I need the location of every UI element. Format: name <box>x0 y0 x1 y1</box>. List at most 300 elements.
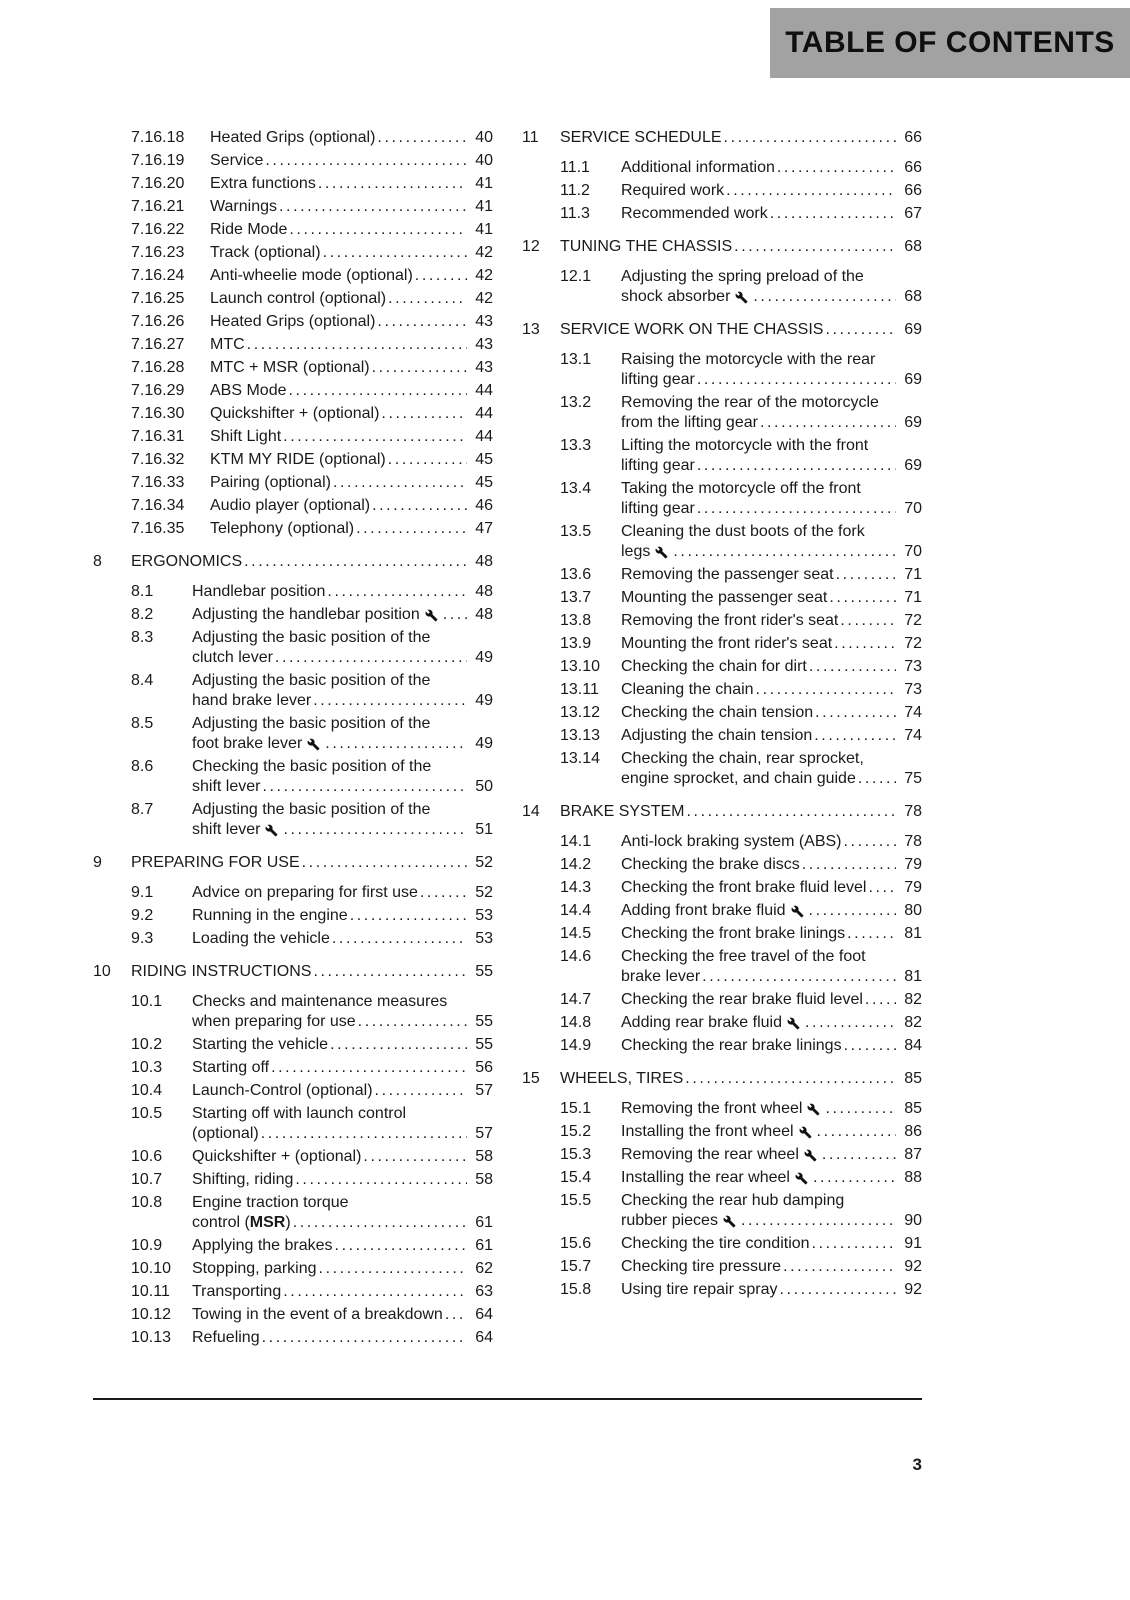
dot-leader <box>781 1257 896 1277</box>
toc-entry[interactable] <box>93 128 493 148</box>
dot-leader <box>321 243 467 263</box>
toc-entry[interactable] <box>522 1122 922 1142</box>
entry-number: 12.1 <box>560 268 592 285</box>
entry-number: 10.9 <box>131 1237 163 1254</box>
entry-body <box>192 671 493 711</box>
entry-number: 15.2 <box>560 1123 592 1140</box>
entry-line <box>621 456 922 476</box>
entry-number: 10.10 <box>131 1260 172 1277</box>
entry-body <box>210 174 493 194</box>
entry-number: 14.7 <box>560 991 592 1008</box>
toc-entry[interactable] <box>93 1193 493 1233</box>
entry-page-number: 55 <box>475 1036 493 1053</box>
dot-leader <box>671 542 896 562</box>
dot-leader <box>441 605 467 625</box>
entry-body <box>621 1122 922 1142</box>
wrench-icon <box>799 1126 812 1139</box>
entry-title: Starting off <box>192 1059 270 1076</box>
entry-page-number: 67 <box>904 205 922 222</box>
entry-body <box>621 832 922 852</box>
dot-leader <box>291 1213 467 1233</box>
toc-entry[interactable] <box>93 1081 493 1101</box>
toc-entry[interactable] <box>93 496 493 516</box>
entry-body <box>210 220 493 240</box>
toc-entry[interactable] <box>93 243 493 263</box>
entry-body <box>621 990 922 1010</box>
chapter-page-number: 78 <box>904 803 922 820</box>
entry-line <box>621 1168 922 1188</box>
chapter-title: ERGONOMICS <box>131 553 243 570</box>
entry-number: 7.16.18 <box>131 129 185 146</box>
dot-leader <box>683 1069 896 1089</box>
entry-page-number: 42 <box>475 290 493 307</box>
entry-body <box>621 1257 922 1277</box>
toc-entry[interactable] <box>93 906 493 926</box>
entry-number: 7.16.35 <box>131 520 185 537</box>
toc-chapter-row[interactable] <box>93 962 493 982</box>
toc-entry[interactable] <box>522 611 922 631</box>
toc-entry[interactable] <box>93 151 493 171</box>
entry-line <box>621 901 922 921</box>
entry-line <box>621 1191 922 1211</box>
entry-line <box>210 519 493 539</box>
entry-line <box>192 1259 493 1279</box>
dot-leader <box>724 181 896 201</box>
toc-entry[interactable] <box>522 749 922 789</box>
entry-line <box>192 628 493 648</box>
entry-body <box>621 726 922 746</box>
dot-leader <box>863 990 896 1010</box>
entry-line <box>192 691 493 711</box>
entry-title: Launch control (optional) <box>210 290 387 307</box>
toc-entry[interactable] <box>93 1305 493 1325</box>
toc-entry[interactable] <box>93 1147 493 1167</box>
dot-leader <box>418 883 467 903</box>
toc-entry[interactable] <box>93 197 493 217</box>
entry-body <box>210 151 493 171</box>
toc-chapter-row[interactable] <box>522 1069 922 1089</box>
entry-title: Anti-lock braking system (ABS) <box>621 833 842 850</box>
entry-line <box>621 1234 922 1254</box>
entry-line <box>621 522 922 542</box>
entry-number: 11.2 <box>560 182 590 199</box>
chapter-title: TUNING THE CHASSIS <box>560 238 733 255</box>
entry-number: 9.2 <box>131 907 154 924</box>
entry-body <box>621 703 922 723</box>
entry-body <box>621 393 922 433</box>
entry-number: 7.16.32 <box>131 451 185 468</box>
dot-leader <box>807 901 896 921</box>
toc-entry[interactable] <box>522 565 922 585</box>
entry-title: when preparing for use <box>192 1013 356 1030</box>
dot-leader <box>281 1282 467 1302</box>
toc-entry[interactable] <box>522 924 922 944</box>
entry-line <box>210 243 493 263</box>
entry-title: Running in the engine <box>192 907 348 924</box>
toc-entry[interactable] <box>93 450 493 470</box>
entry-title: Lifting the motorcycle with the front <box>621 437 869 454</box>
toc-entry[interactable] <box>93 381 493 401</box>
entry-page-number: 69 <box>904 457 922 474</box>
footer-rule <box>93 1398 922 1400</box>
entry-body <box>621 947 922 987</box>
entry-title: Installing the front wheel <box>621 1123 794 1140</box>
entry-number: 9.1 <box>131 884 154 901</box>
toc-entry[interactable] <box>522 1013 922 1033</box>
dot-leader <box>259 1124 467 1144</box>
entry-body <box>210 312 493 332</box>
dot-leader <box>838 611 896 631</box>
entry-title: Adjusting the basic position of the <box>192 715 431 732</box>
toc-entry[interactable] <box>93 883 493 903</box>
entry-body <box>210 128 493 148</box>
wrench-icon <box>804 1149 817 1162</box>
entry-body <box>621 680 922 700</box>
dot-leader <box>260 1328 467 1348</box>
toc-entry[interactable] <box>522 1191 922 1231</box>
toc-entry[interactable] <box>522 267 922 307</box>
dot-leader <box>684 802 896 822</box>
entry-page-number: 82 <box>904 1014 922 1031</box>
dot-leader <box>361 1147 467 1167</box>
toc-entry[interactable] <box>93 757 493 797</box>
dot-leader <box>775 158 896 178</box>
toc-entry[interactable] <box>93 1104 493 1144</box>
entry-title: Shifting, riding <box>192 1171 294 1188</box>
entry-line <box>192 992 493 1012</box>
entry-number: 15.3 <box>560 1146 592 1163</box>
toc-entry[interactable] <box>522 181 922 201</box>
entry-body <box>621 634 922 654</box>
entry-body <box>210 197 493 217</box>
toc-chapter-row[interactable] <box>522 237 922 257</box>
entry-body <box>621 924 922 944</box>
toc-entry[interactable] <box>522 522 922 562</box>
toc-chapter-row[interactable] <box>522 128 922 148</box>
entry-title: Checking the tire condition <box>621 1235 810 1252</box>
entry-page-number: 42 <box>475 267 493 284</box>
toc-entry[interactable] <box>522 1145 922 1165</box>
toc-entry[interactable] <box>522 990 922 1010</box>
entry-line <box>210 289 493 309</box>
entry-body <box>192 883 493 903</box>
entry-number: 13.2 <box>560 394 592 411</box>
entry-number: 7.16.19 <box>131 152 185 169</box>
entry-page-number: 74 <box>904 727 922 744</box>
entry-page-number: 73 <box>904 681 922 698</box>
entry-page-number: 47 <box>475 520 493 537</box>
entry-body <box>192 992 493 1032</box>
dot-leader <box>778 1280 897 1300</box>
entry-title: Checks and maintenance measures <box>192 993 448 1010</box>
toc-section <box>93 962 493 1348</box>
entry-line <box>621 479 922 499</box>
toc-entry[interactable] <box>93 582 493 602</box>
toc-entry[interactable] <box>93 473 493 493</box>
dot-leader <box>328 1035 467 1055</box>
chapter-page-number: 52 <box>475 854 493 871</box>
toc-entry[interactable] <box>93 671 493 711</box>
entry-line <box>621 204 922 224</box>
toc-section <box>93 552 493 840</box>
entry-number: 9.3 <box>131 930 154 947</box>
entry-body <box>621 1036 922 1056</box>
toc-entry[interactable] <box>93 1058 493 1078</box>
toc-entry[interactable] <box>93 1259 493 1279</box>
dot-leader <box>281 820 467 840</box>
dot-leader <box>813 703 896 723</box>
toc-entry[interactable] <box>93 289 493 309</box>
toc-entry[interactable] <box>522 1234 922 1254</box>
entry-page-number: 90 <box>904 1212 922 1229</box>
toc-entry[interactable] <box>93 335 493 355</box>
entry-page-number: 53 <box>475 907 493 924</box>
toc-entry[interactable] <box>93 1035 493 1055</box>
toc-entry[interactable] <box>522 1257 922 1277</box>
entry-title: Handlebar position <box>192 583 326 600</box>
entry-body <box>192 906 493 926</box>
entry-body <box>192 757 493 797</box>
toc-entry[interactable] <box>522 350 922 390</box>
entry-page-number: 52 <box>475 884 493 901</box>
entry-title: Stopping, parking <box>192 1260 317 1277</box>
wrench-icon <box>655 546 668 559</box>
dot-leader <box>277 197 467 217</box>
entry-page-number: 44 <box>475 405 493 422</box>
dot-leader <box>281 427 467 447</box>
toc-entry[interactable] <box>522 947 922 987</box>
entry-page-number: 66 <box>904 159 922 176</box>
toc-entry[interactable] <box>522 1168 922 1188</box>
entry-page-number: 50 <box>475 778 493 795</box>
entry-number: 7.16.20 <box>131 175 185 192</box>
entry-body <box>192 1328 493 1348</box>
dot-leader <box>842 1036 896 1056</box>
entry-line <box>621 287 922 307</box>
entry-body <box>192 1170 493 1190</box>
entry-body <box>621 267 922 307</box>
toc-entry[interactable] <box>93 1236 493 1256</box>
dot-leader <box>751 287 896 307</box>
chapter-title: PREPARING FOR USE <box>131 854 300 871</box>
entry-line <box>621 158 922 178</box>
entry-line <box>621 1036 922 1056</box>
entry-line <box>621 1013 922 1033</box>
entry-number: 10.12 <box>131 1306 172 1323</box>
entry-number: 8.2 <box>131 606 154 623</box>
entry-body <box>210 473 493 493</box>
toc-entry[interactable] <box>93 929 493 949</box>
entry-line <box>192 648 493 668</box>
toc-entry[interactable] <box>522 1036 922 1056</box>
toc-entry[interactable] <box>522 703 922 723</box>
entry-title: (optional) <box>192 1125 259 1142</box>
entry-title: Warnings <box>210 198 277 215</box>
entry-line <box>210 197 493 217</box>
entry-body <box>210 266 493 286</box>
entry-line <box>621 370 922 390</box>
entry-page-number: 79 <box>904 879 922 896</box>
toc-entry[interactable] <box>522 588 922 608</box>
entry-title: Removing the rear of the motorcycle <box>621 394 879 411</box>
entry-title: Adding front brake fluid <box>621 902 786 919</box>
entry-line <box>192 582 493 602</box>
toc-entry[interactable] <box>522 479 922 519</box>
toc-entry[interactable] <box>522 436 922 476</box>
entry-title: foot brake lever <box>192 735 303 752</box>
entry-line <box>192 1012 493 1032</box>
toc-entry[interactable] <box>522 680 922 700</box>
dot-leader <box>866 878 896 898</box>
entry-title: Checking the rear brake fluid level <box>621 991 863 1008</box>
toc-entry[interactable] <box>522 158 922 178</box>
entry-title: lifting gear <box>621 500 695 517</box>
entry-page-number: 61 <box>475 1214 493 1231</box>
toc-entry[interactable] <box>93 266 493 286</box>
toc-entry[interactable] <box>522 634 922 654</box>
toc-chapter-row[interactable] <box>522 802 922 822</box>
dot-leader <box>856 769 896 789</box>
dot-leader <box>845 924 896 944</box>
entry-title: Adjusting the basic position of the <box>192 629 431 646</box>
entry-line <box>621 1099 922 1119</box>
entry-number: 15.1 <box>560 1100 592 1117</box>
toc-entry[interactable] <box>93 800 493 840</box>
toc-entry[interactable] <box>93 605 493 625</box>
entry-page-number: 42 <box>475 244 493 261</box>
entry-body <box>210 450 493 470</box>
entry-title: brake lever <box>621 968 701 985</box>
entry-page-number: 55 <box>475 1013 493 1030</box>
entry-body <box>210 358 493 378</box>
entry-page-number: 64 <box>475 1329 493 1346</box>
toc-entry[interactable] <box>93 628 493 668</box>
entry-number: 13.8 <box>560 612 592 629</box>
dot-leader <box>695 370 896 390</box>
entry-number: 14.8 <box>560 1014 592 1031</box>
dot-leader <box>333 1236 467 1256</box>
dot-leader <box>722 128 896 148</box>
toc-chapter-row[interactable] <box>93 552 493 572</box>
entry-number: 13.4 <box>560 480 592 497</box>
toc-entry[interactable] <box>93 992 493 1032</box>
dot-leader <box>260 777 467 797</box>
entry-page-number: 71 <box>904 589 922 606</box>
toc-entry[interactable] <box>522 726 922 746</box>
entry-title: Adjusting the chain tension <box>621 727 813 744</box>
toc-entry[interactable] <box>93 358 493 378</box>
entry-title: Refueling <box>192 1329 260 1346</box>
entry-number: 14.1 <box>560 833 592 850</box>
dot-leader <box>810 1234 896 1254</box>
entry-page-number: 75 <box>904 770 922 787</box>
entry-page-number: 45 <box>475 474 493 491</box>
toc-entry[interactable] <box>93 519 493 539</box>
entry-body <box>192 1282 493 1302</box>
entry-title: Service <box>210 152 264 169</box>
toc-entry[interactable] <box>93 1282 493 1302</box>
toc-chapter-row[interactable] <box>93 853 493 873</box>
toc-entry[interactable] <box>522 657 922 677</box>
entry-line <box>621 832 922 852</box>
dot-leader <box>273 648 467 668</box>
toc-entry[interactable] <box>93 312 493 332</box>
toc-entry[interactable] <box>522 204 922 224</box>
entry-line <box>210 335 493 355</box>
entry-page-number: 81 <box>904 925 922 942</box>
toc-section <box>522 128 922 224</box>
entry-body <box>210 243 493 263</box>
entry-title: Using tire repair spray <box>621 1281 778 1298</box>
toc-chapter-row[interactable] <box>522 320 922 340</box>
toc-entry[interactable] <box>522 832 922 852</box>
toc-entry[interactable] <box>93 404 493 424</box>
chapter-title: SERVICE SCHEDULE <box>560 129 722 146</box>
entry-body <box>192 628 493 668</box>
entry-number: 14.2 <box>560 856 592 873</box>
toc-entry[interactable] <box>522 878 922 898</box>
toc-entry[interactable] <box>522 1280 922 1300</box>
entry-title: control (MSR) <box>192 1214 291 1231</box>
entry-line <box>621 1122 922 1142</box>
entry-page-number: 86 <box>904 1123 922 1140</box>
toc-entry[interactable] <box>522 901 922 921</box>
entry-title: Cleaning the chain <box>621 681 754 698</box>
toc-entry[interactable] <box>522 1099 922 1119</box>
chapter-number: 15 <box>522 1070 540 1087</box>
toc-entry[interactable] <box>93 714 493 754</box>
dot-leader <box>242 552 467 572</box>
entry-title: shift lever <box>192 778 261 795</box>
toc-section <box>522 1069 922 1300</box>
entry-line <box>621 657 922 677</box>
entry-page-number: 92 <box>904 1258 922 1275</box>
entry-body <box>192 714 493 754</box>
toc-entry[interactable] <box>93 427 493 447</box>
entry-line <box>192 777 493 797</box>
entry-body <box>621 901 922 921</box>
entry-line <box>192 1035 493 1055</box>
toc-section <box>93 853 493 949</box>
entry-number: 13.1 <box>560 351 592 368</box>
toc-column-left <box>93 128 493 1351</box>
toc-entry[interactable] <box>522 393 922 433</box>
entry-title: Recommended work <box>621 205 768 222</box>
entry-title: shift lever <box>192 821 261 838</box>
toc-entry[interactable] <box>93 1328 493 1348</box>
entry-number: 7.16.24 <box>131 267 185 284</box>
entry-page-number: 70 <box>904 543 922 560</box>
toc-entry[interactable] <box>93 174 493 194</box>
chapter-page-number: 48 <box>475 553 493 570</box>
toc-entry[interactable] <box>93 220 493 240</box>
dot-leader <box>695 456 896 476</box>
entry-title: MTC <box>210 336 245 353</box>
entry-body <box>621 1191 922 1231</box>
entry-number: 8.7 <box>131 801 154 818</box>
entry-line <box>192 800 493 820</box>
entry-page-number: 41 <box>475 198 493 215</box>
entry-page-number: 71 <box>904 566 922 583</box>
entry-page-number: 69 <box>904 414 922 431</box>
entry-line <box>210 473 493 493</box>
toc-entry[interactable] <box>522 855 922 875</box>
entry-body <box>192 1081 493 1101</box>
entry-number: 11.1 <box>560 159 590 176</box>
entry-page-number: 85 <box>904 1100 922 1117</box>
toc-entry[interactable] <box>93 1170 493 1190</box>
entry-body <box>192 605 493 625</box>
